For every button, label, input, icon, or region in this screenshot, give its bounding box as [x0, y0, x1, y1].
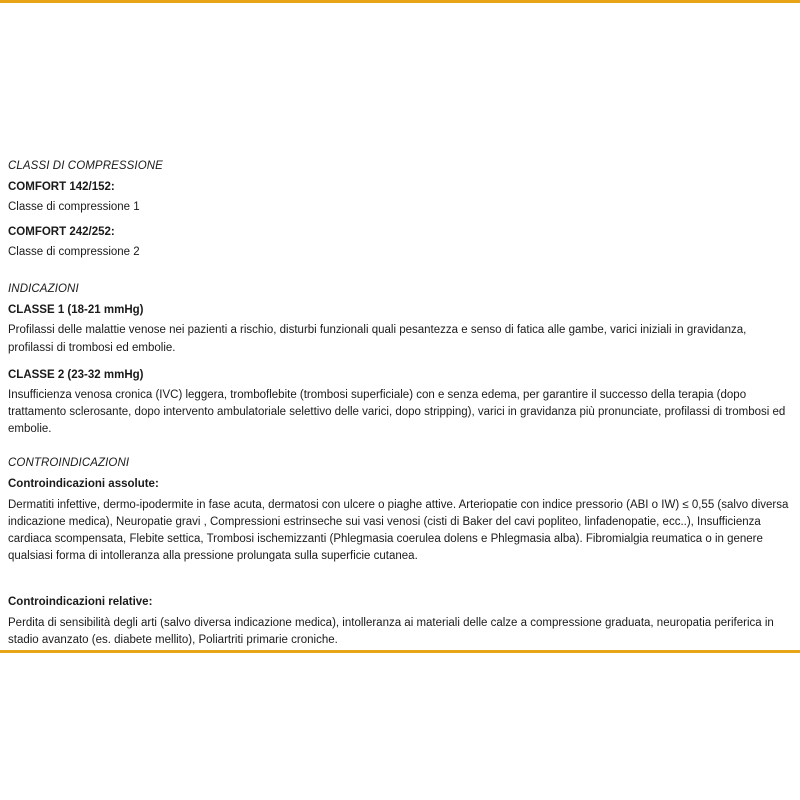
section-heading: CONTROINDICAZIONI — [8, 456, 130, 469]
item-text: Profilassi delle malattie venose nei pazienti a rischio, disturbi funzionali quali pesantezza e senso di fatica alle gambe, varici iniziali in gravidanza, profilassi di trombosi ed embolie. — [8, 324, 747, 354]
spacer — [8, 270, 790, 283]
item-label: Controindicazioni relative: — [8, 595, 153, 608]
section-heading: CLASSI DI COMPRESSIONE — [8, 160, 163, 172]
section-controindicazioni — [8, 457, 790, 650]
item-text: Classe di compressione 2 — [8, 245, 140, 258]
top-accent-rule — [0, 0, 800, 3]
section-heading: INDICAZIONI — [8, 283, 79, 296]
section-indicazioni — [8, 283, 790, 438]
section-classi-di-compressione — [8, 160, 790, 260]
item-label: CLASSE 1 (18-21 mmHg) — [8, 304, 144, 317]
document-content — [8, 160, 790, 661]
spacer — [8, 578, 790, 596]
item-text: Perdita di sensibilità degli arti (salvo diversa indicazione medica), intolleranza ai materiali delle calze a compressione graduata, neuropatia periferica in stadio avanzato (es. diabete mellito), Poliartriti primarie croniche. — [8, 616, 774, 646]
item-text: Dermatiti infettive, dermo-ipodermite in fase acuta, dermatosi con ulcere o piaghe attive. Arteriopatie con indice pressorio (ABI o IW) ≤ 0,55 (salvo diversa indicazione medica), Neuropatie gravi , Compressioni estrinseche sui vasi venosi (cisti di Baker del cavi popliteo, linfadenopatie, ecc..), Insufficienza cardiaca scompensata, Flebite settica, Trombosi ischemizzanti (Phlegmasia coerulea dolens e Phlegmasia alba). Fibromialgia reumatica o in genere qualsiasi forma di intolleranza alla pressione prolungata sulla superficie cutanea. — [8, 498, 789, 563]
item-label: COMFORT 142/152: — [8, 181, 115, 193]
item-label: COMFORT 242/252: — [8, 225, 115, 238]
item-text: Classe di compressione 1 — [8, 201, 140, 213]
item-text: Insufficienza venosa cronica (IVC) leggera, tromboflebite (trombosi superficiale) con e senza edema, per garantire il successo della terapia (dopo trattamento sclerosante, dopo intervento ambulatoriale selettivo delle varici, dopo stripping), varici in gravidanza più pronunciate, profilassi di trombosi ed embolie. — [8, 388, 786, 436]
item-label: CLASSE 2 (23-32 mmHg) — [8, 368, 144, 381]
item-label: Controindicazioni assolute: — [8, 477, 159, 490]
